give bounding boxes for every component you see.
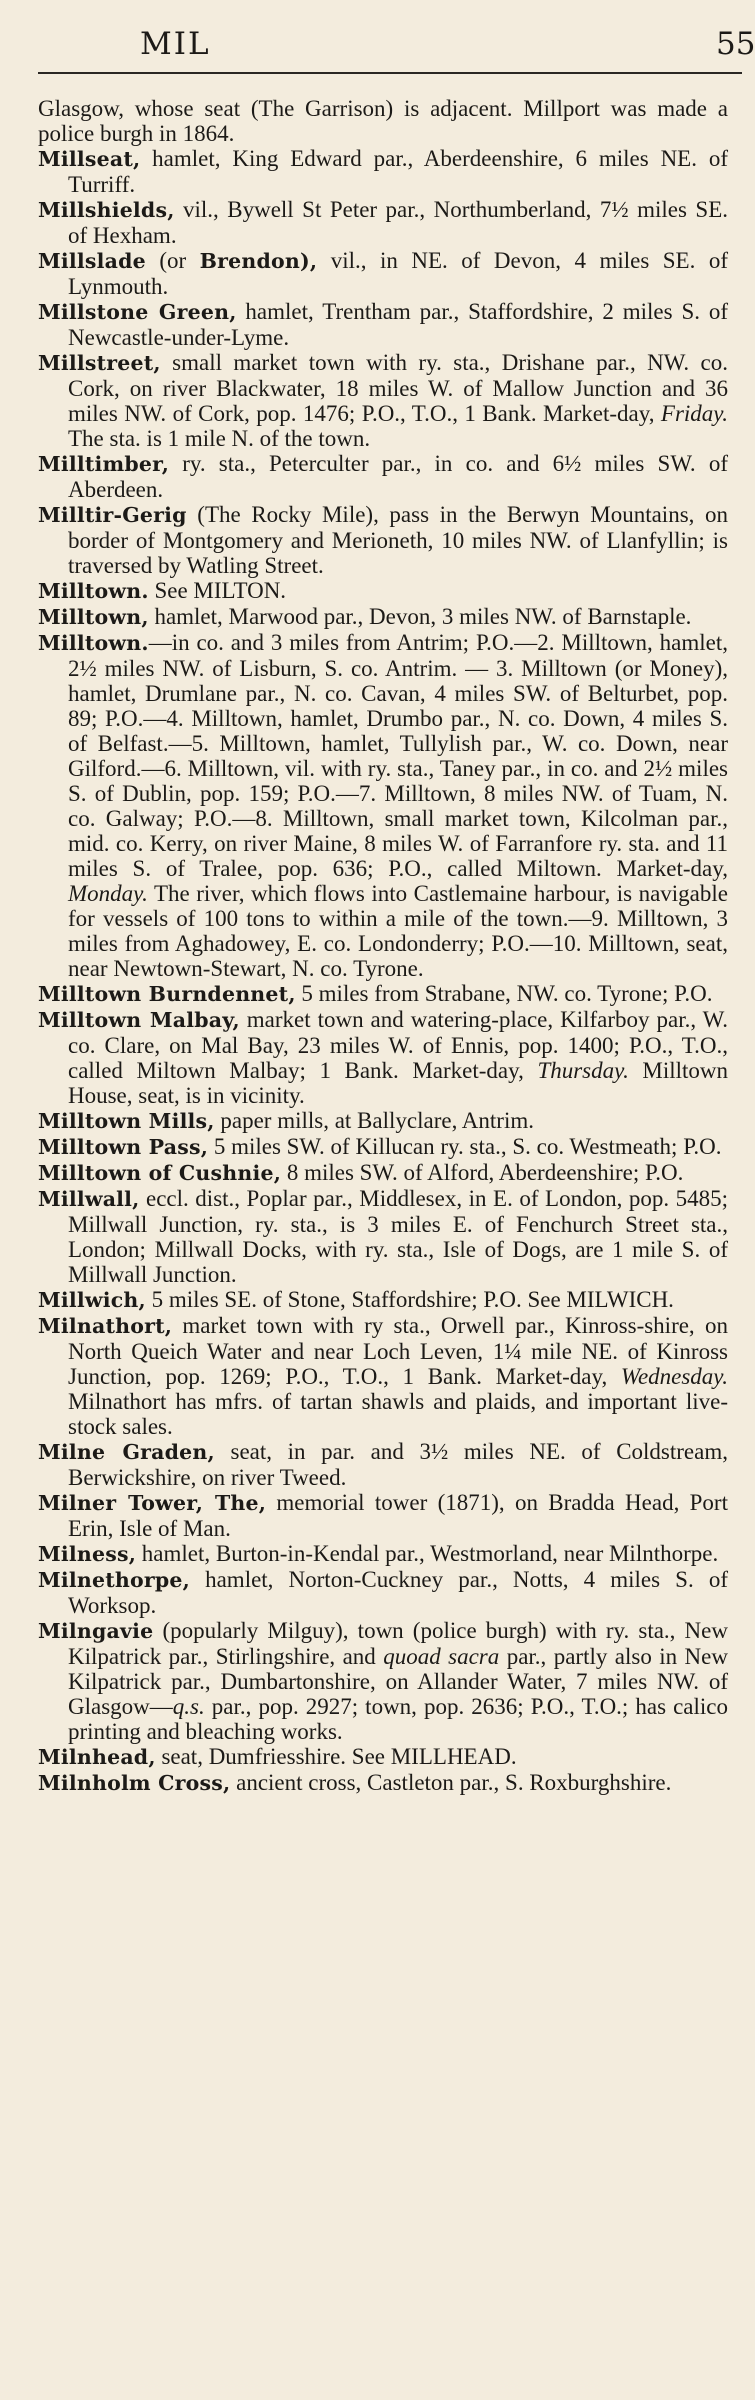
headword: Milltown Pass,: [38, 1135, 209, 1159]
headword: Millslade: [38, 249, 146, 273]
entry: Milnholm Cross, ancient cross, Castleton par., S. Roxburghshire.: [38, 1770, 672, 1795]
headword: Milltown.: [38, 579, 149, 603]
headword: Millstreet,: [38, 351, 161, 375]
page-number: 55: [716, 26, 755, 62]
entry: Milness, hamlet, Burton-in-Kendal par., Westmorland, near Milnthorpe.: [38, 1541, 719, 1566]
running-head-word: MIL: [140, 26, 211, 62]
headword: Milnethorpe,: [38, 1568, 190, 1592]
entry: Milltown Pass, 5 miles SW. of Killucan ry. sta., S. co. Westmeath; P.O.: [38, 1134, 722, 1159]
entry: Millstreet, small market town with ry. sta., Drishane par., NW. co. Cork, on river Blackwater, 18 miles W. of Mallow Junction and 36 miles NW. of Cork, pop. 1476; P.O., T.O., 1 Bank. Market-day, Friday. The sta. is 1 mile N. of the town.: [38, 350, 728, 451]
entry: Glasgow, whose seat (The Garrison) is adjacent. Millport was made a police burgh in 1864.: [38, 96, 728, 146]
entry: Milltown.—in co. and 3 miles from Antrim; P.O.—2. Milltown, hamlet, 2½ miles NW. of Lisburn, S. co. Antrim. — 3. Milltown (or Money), hamlet, Drumlane par., N. co. Cavan, 4 miles SW. of Belturbet, pop. 89; P.O.—4. Milltown, hamlet, Drumbo par., N. co. Down, 4 miles S. of Belfast.—5. Milltown, hamlet, Tullylish par., W. co. Down, near Gilford.—6. Milltown, vil. with ry. sta., Taney par., in co. and 2½ miles S. of Dublin, pop. 159; P.O.—7. Milltown, 8 miles NW. of Tuam, N. co. Galway; P.O.—8. Milltown, small market town, Kilcolman par., mid. co. Kerry, on river Maine, 8 miles W. of Farranfore ry. sta. and 11 miles S. of Tralee, pop. 636; P.O., called Miltown. Market-day, Monday. The river, which flows into Castlemaine harbour, is navigable for vessels of 100 tons to within a mile of the town.—9. Milltown, 3 miles from Aghadowey, E. co. Londonderry; P.O.—10. Milltown, seat, near Newtown-Stewart, N. co. Tyrone.: [38, 630, 728, 981]
entry: Milnathort, market town with ry sta., Orwell par., Kinross-shire, on North Queich Water and near Loch Leven, 1¼ mile NE. of Kinross Junction, pop. 1269; P.O., T.O., 1 Bank. Market-day, Wednesday. Milnathort has mfrs. of tartan shawls and plaids, and important live-stock sales.: [38, 1313, 728, 1439]
entry: Millshields, vil., Bywell St Peter par., Northumberland, 7½ miles SE. of Hexham.: [38, 197, 728, 248]
headword: Milltir-Gerig: [38, 503, 187, 527]
headword: Milltown Malbay,: [38, 1008, 240, 1032]
entry: Millseat, hamlet, King Edward par., Aberdeenshire, 6 miles NE. of Turriff.: [38, 146, 728, 197]
headword: Millstone Green,: [38, 300, 237, 324]
headword: Milngavie: [38, 1619, 154, 1643]
headword: Millseat,: [38, 147, 141, 171]
headword: Millwich,: [38, 1288, 146, 1312]
headword: Millwall,: [38, 1187, 140, 1211]
headword: Milltown,: [38, 605, 149, 629]
running-head: [0, 0, 755, 70]
entry: Millwall, eccl. dist., Poplar par., Middlesex, in E. of London, pop. 5485; Millwall Junction, ry. sta., is 3 miles E. of Fenchurch Street sta., London; Millwall Docks, with ry. sta., Isle of Dogs, are 1 mile S. of Millwall Junction.: [38, 1186, 728, 1287]
headword: Milner Tower, The,: [38, 1491, 267, 1515]
entry: Millslade (or Brendon), vil., in NE. of Devon, 4 miles SE. of Lynmouth.: [38, 248, 728, 299]
headword: Milness,: [38, 1542, 137, 1566]
headword: Milnholm Cross,: [38, 1771, 231, 1795]
headword: Brendon),: [199, 249, 318, 273]
headword: Milltown Burndennet,: [38, 982, 296, 1006]
headword: Milltimber,: [38, 452, 170, 476]
entry: Milngavie (popularly Milguy), town (police burgh) with ry. sta., New Kilpatrick par., Stirlingshire, and quoad sacra par., partly also in New Kilpatrick par., Dumbartonshire, on Allander Water, 7 miles NW. of Glasgow—q.s. par., pop. 2927; town, pop. 2636; P.O., T.O.; has calico printing and bleaching works.: [38, 1618, 728, 1744]
headword: Milltown Mills,: [38, 1109, 215, 1133]
entry: Milltown Malbay, market town and watering-place, Kilfarboy par., W. co. Clare, on Mal Bay, 23 miles W. of Ennis, pop. 1400; P.O., T.O., called Miltown Malbay; 1 Bank. Market-day, Thursday. Milltown House, seat, is in vicinity.: [38, 1007, 729, 1108]
entries-column: [38, 96, 728, 1796]
headword: Milnhead,: [38, 1745, 156, 1769]
entry: Millstone Green, hamlet, Trentham par., Staffordshire, 2 miles S. of Newcastle-under-Lyme.: [38, 299, 728, 350]
headword: Milnathort,: [38, 1314, 173, 1338]
entry: Milnethorpe, hamlet, Norton-Cuckney par., Notts, 4 miles S. of Worksop.: [38, 1567, 728, 1618]
headword: Milltown of Cushnie,: [38, 1161, 282, 1185]
headword: Milltown.: [38, 631, 149, 655]
entry: Milltown Burndennet, 5 miles from Strabane, NW. co. Tyrone; P.O.: [38, 981, 713, 1006]
entry: Milltown, hamlet, Marwood par., Devon, 3 miles NW. of Barnstaple.: [38, 604, 692, 629]
header-rule: [38, 72, 742, 74]
headword: Milne Graden,: [38, 1440, 215, 1464]
entry: Milltown. See MILTON.: [38, 578, 287, 603]
entry: Milltir-Gerig (The Rocky Mile), pass in the Berwyn Mountains, on border of Montgomery and Merioneth, 10 miles NW. of Llanfyllin; is traversed by Watling Street.: [38, 502, 728, 578]
entry: Milnhead, seat, Dumfriesshire. See MILLHEAD.: [38, 1744, 517, 1769]
entry: Milltown Mills, paper mills, at Ballyclare, Antrim.: [38, 1108, 534, 1133]
entry: Milner Tower, The, memorial tower (1871), on Bradda Head, Port Erin, Isle of Man.: [38, 1490, 728, 1541]
entry: Milne Graden, seat, in par. and 3½ miles NE. of Coldstream, Berwickshire, on river Tweed.: [38, 1439, 728, 1490]
headword: Millshields,: [38, 198, 175, 222]
entry: Milltimber, ry. sta., Peterculter par., in co. and 6½ miles SW. of Aberdeen.: [38, 451, 728, 502]
entry: Millwich, 5 miles SE. of Stone, Staffordshire; P.O. See MILWICH.: [38, 1287, 674, 1312]
entry: Milltown of Cushnie, 8 miles SW. of Alford, Aberdeenshire; P.O.: [38, 1160, 684, 1185]
